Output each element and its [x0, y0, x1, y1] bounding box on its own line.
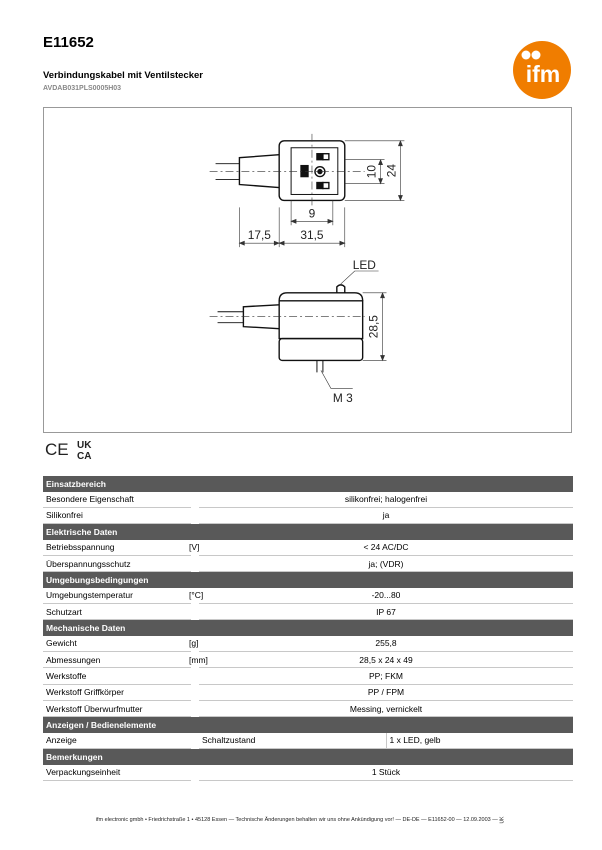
spec-value: 1 x LED, gelb [386, 733, 573, 749]
spec-label: Überspannungsschutz [43, 555, 186, 571]
spec-row [43, 652, 573, 668]
spec-unit: [g] [186, 636, 191, 652]
connector-body-side [279, 301, 362, 339]
logo-text: ifm [525, 61, 561, 87]
section-title: Einsatzbereich [43, 476, 573, 492]
spec-subvalue: Schaltzustand [199, 733, 386, 749]
spec-row [43, 555, 573, 571]
spec-label: Silikonfrei [43, 507, 186, 523]
page-footer [0, 817, 602, 823]
connector-base-side [279, 339, 362, 361]
spec-row [43, 507, 573, 523]
dim-24: 24 [384, 163, 399, 178]
dim-28-5: 28,5 [366, 315, 381, 339]
connector-cap-side [279, 293, 362, 301]
spec-label: Werkstoffe [43, 668, 186, 684]
spec-label: Gewicht [43, 636, 186, 652]
spec-label: Werkstoff Überwurfmutter [43, 700, 186, 716]
spec-row [43, 588, 573, 604]
article-code: AVDAB031PLS0005H03 [43, 85, 122, 92]
screw-m3 [317, 360, 323, 372]
spec-row [43, 603, 573, 619]
dim-17-5: 17,5 [247, 228, 271, 243]
spec-unit: [mm] [186, 652, 191, 668]
spec-value: PP / FPM [199, 684, 573, 700]
footer-text: ifm electronic gmbh • Friedrichstraße 1 • 45128 Essen — Technische Änderungen behalten wir uns ohne Ankündigung vor! — DE-DE — E11652-00 — 12.09.2003 — [95, 817, 498, 823]
spec-unit: [°C] [186, 588, 191, 604]
spec-value: silikonfrei; halogenfrei [199, 492, 573, 508]
label-led: LED [352, 258, 376, 273]
spec-table [43, 476, 573, 781]
spec-value: PP; FKM [199, 668, 573, 684]
certification-marks [45, 438, 115, 460]
spec-label: Umgebungstemperatur [43, 588, 186, 604]
spec-row [43, 733, 573, 749]
section-title: Elektrische Daten [43, 524, 573, 540]
spec-row [43, 700, 573, 716]
spec-row [43, 765, 573, 781]
section-title: Umgebungsbedingungen [43, 572, 573, 588]
ukca-mark-top: UK [77, 440, 92, 451]
footer-badge: UK [499, 816, 506, 824]
spec-label: Schutzart [43, 603, 186, 619]
spec-label: Abmessungen [43, 652, 186, 668]
label-m3: M 3 [332, 391, 353, 406]
ifm-logo [512, 40, 572, 100]
spec-value: IP 67 [199, 603, 573, 619]
spec-value: < 24 AC/DC [199, 540, 573, 556]
spec-row [43, 684, 573, 700]
cable-sleeve-top [239, 155, 279, 188]
spec-value: -20...80 [199, 588, 573, 604]
spec-value: ja [199, 507, 573, 523]
spec-label: Besondere Eigenschaft [43, 492, 186, 508]
spec-value: Messing, vernickelt [199, 700, 573, 716]
cable-side [218, 312, 244, 323]
product-title: E11652 [43, 34, 94, 51]
spec-row [43, 636, 573, 652]
ukca-mark-bottom: CA [77, 451, 92, 460]
spec-label: Anzeige [43, 733, 186, 749]
spec-row [43, 668, 573, 684]
product-subtitle: Verbindungskabel mit Ventilstecker [43, 70, 203, 81]
spec-label: Betriebsspannung [43, 540, 186, 556]
spec-value: 255,8 [199, 636, 573, 652]
spec-label: Werkstoff Griffkörper [43, 684, 186, 700]
led-indicator [337, 285, 345, 293]
spec-value: 1 Stück [199, 765, 573, 781]
dim-10: 10 [364, 164, 379, 179]
spec-label: Verpackungseinheit [43, 765, 186, 781]
section-title: Anzeigen / Bedienelemente [43, 717, 573, 733]
spec-row [43, 540, 573, 556]
spec-value: 28,5 x 24 x 49 [199, 652, 573, 668]
dim-31-5: 31,5 [300, 228, 324, 243]
technical-drawing [43, 107, 572, 433]
section-title: Bemerkungen [43, 749, 573, 765]
spec-row [43, 492, 573, 508]
spec-value: ja; (VDR) [199, 555, 573, 571]
spec-unit: [V] [186, 540, 191, 556]
section-title: Mechanische Daten [43, 620, 573, 636]
dim-9: 9 [308, 206, 316, 221]
ce-mark: CE [45, 440, 69, 459]
